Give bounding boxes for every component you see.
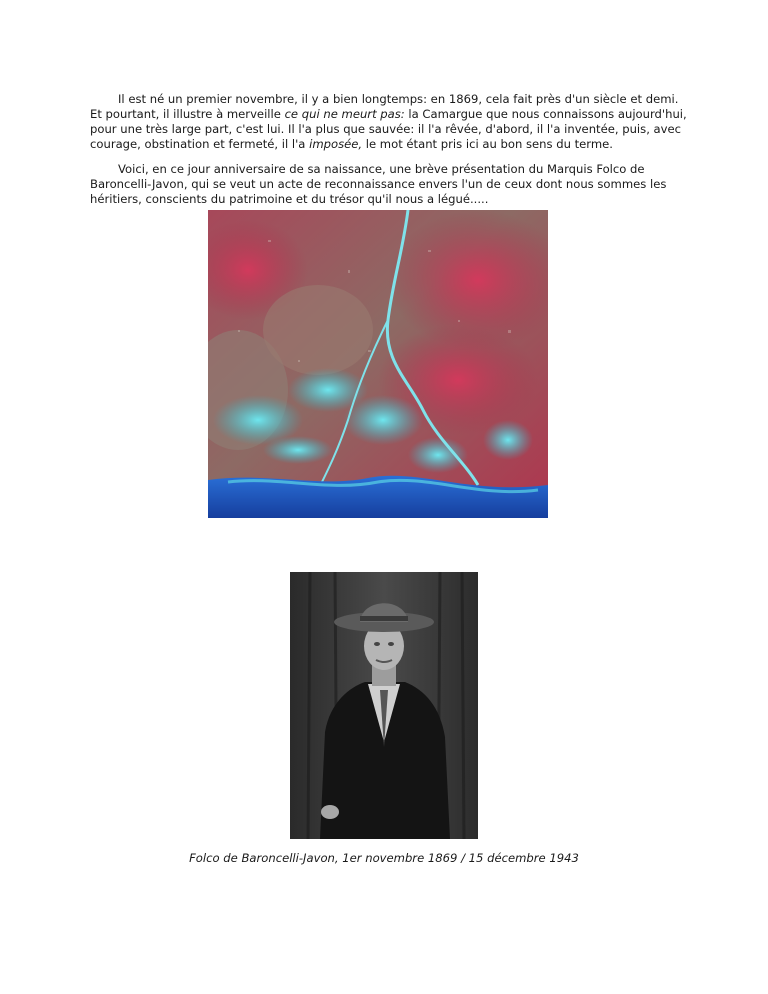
photo-caption: Folco de Baroncelli-Javon, 1er novembre 1869 / 15 décembre 1943 bbox=[189, 851, 579, 865]
intro-text-3: le mot étant pris ici au bon sens du terme. bbox=[362, 137, 613, 151]
intro-text-1: Il est né un premier novembre, il y a bien longtemps: en 1869, cela fait près d'un siècle et demi. Et pourtant, il illustre à merveille bbox=[90, 92, 679, 121]
baroncelli-portrait-photo bbox=[290, 572, 478, 839]
intro-text-2: la Camargue que nous connaissons aujourd'hui, pour une très large part, c'est lui. Il l'a plus que sauvée: il l'a rêvée, d'abord, il l'a inventée, puis, avec courage, obstination et fermeté, il l'a bbox=[90, 107, 687, 151]
dedication-paragraph: Voici, en ce jour anniversaire de sa naissance, une brève présentation du Marquis Folco de Baroncelli-Javon, qui se veut un acte de reconnaissance envers l'un de ceux dont nous sommes les héritiers, conscients du patrimoine et du trésor qu'il nous a légué..... bbox=[90, 162, 667, 206]
camargue-satellite-image bbox=[208, 210, 548, 518]
article-text bbox=[90, 92, 690, 217]
intro-paragraph bbox=[90, 92, 690, 152]
intro-emphasis-1: ce qui ne meurt pas: bbox=[284, 107, 405, 121]
intro-emphasis-2: imposée, bbox=[309, 137, 363, 151]
